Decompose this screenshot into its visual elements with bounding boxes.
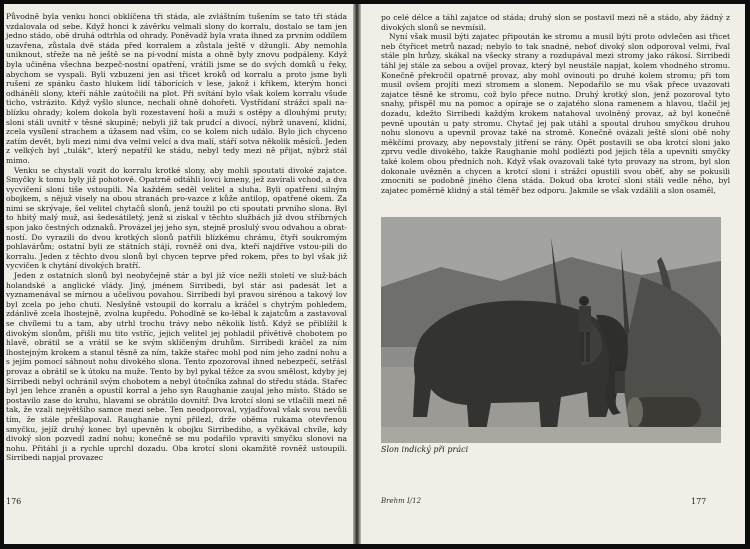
elephant-illustration xyxy=(381,217,721,443)
paragraph: Jeden z ostatních slonů byl neobyčejně stár a byl již více nežli století ve služ-bách holandské a anglické vlády. Jiný, jménem Sirribedi, byl stár asi padesát let a vyznamenával se mírnou a učelivou povahou. Sirribedi byl pravou sirénou a takový lov byl zcela po jeho chuti. Neslyšně vstoupil do korralu a kráčel s chytrým pohledem, zdánlivě zcela lhostejně, zvolna kupředu. Pohodlně se ko-lébal k zajatcům a zastavoval se chvílemi tu a tam, aby utrhl trochu trávy nebo několik lístů. Když se přiblížil k divokým slonům, přišli mu tito vstříc, jejich velitel jej pohladil přívětivě chobotem po hlavě, obrátil se a vrátil se ke svým sklíčeným druhům. Sirribedi kráčel za ním lhostejným krokem a stanul těsně za ním, takže stařec mohl pod ním jeho zadní nohu a s jejím pomocí sáhnout nohu divokého slona. Tento zpozoroval ihned nebezpečí, setřásl provaz a obrátil se k útoku na muže. Tento by byl pykal těžce za svou smělost, kdyby jej Sirribedi nebyl ochránil svým chobotem a nebyl útočníka zahnal do středu stáda. Stařec byl jen lehce zraněn a opustil korral a jeho syn Raughanie zaujal jeho místo. Stádo se postavilo zase do kruhu, hlavami se obrátilo dovnitř. Dva krotcí sloni se vtlačili mezi ně tak, že vzali největšího samce mezi sebe. Ten neodporoval, vyjadřoval však svou nevůli tím, že stále přešlapoval. Raughanie nyní přilezl, drže oběma rukama otevřenou smyčku, jejíž druhý konec byl upevněn k obojku Sirribediho, a vyčkával chvíle, kdy divoký slon pozvedl zadní nohu; konečně se mu podařilo vpraviti smyčku slonovi na nohu. Přitáhl ji a rychle uprchl dozadu. Oba krotcí sloni okamžitě rovněž ustoupili. Sirribedi napjal provazec xyxy=(6,271,347,463)
page-number-left: 176 xyxy=(6,497,22,506)
right-page-text xyxy=(381,13,730,195)
paragraph: Původně byla venku honci obklíčena tři stáda, ale zvláštním tušením se tato tři stáda vzdalovala od sebe. Když honci k závěrku velmali slony do korralu, dostalo se tam jen jedno stádo, obě druhá odtrhla od ohrady. Poněvadž byla vrata ihned za prvním oddílem uzavřena, zůstala dvě stáda před korralem a zůstala ještě v džungli. Aby nemohla uniknout, střeže na ně ještě se na pí-vodní místa a ohně byly znovu podpáleny. Když byla učiněna všechna bezpeč-nostní opatření, vrátili jsme se do svých domků u řeky, abychom se vyspali. Byli vzbuzeni jen asi třicet kroků od korralu a proto jsme byli rušeni ze spánku často hlukem lidí táborících v lese, jakož i křikem, kterým honci odháněli slony, kteří náhle zaútočili na plot. Při svítání bylo však kolem korralu všude ticho, vstrázito. Když vyšlo slunce, nechali ohně dohořeti. Vystřídaní strážci spali na-blízku ohrady; kolem dokola byli rozestavení hoši a muži s ostěpy a dlouhými pruty; sloni stáli uvnitř v těsné skupině; nebyli již tak prudcí a divocí, nýbrž unavení, klidní, zcela vysílení strachem a úžasem nad vším, co se kolem nich událo. Bylo jich chyceno zatím devět, byli mezi nimi dva velmi velcí a dva malí, stáří sotva několik měsíců. Jeden z velkých byl „tulák“, který nepatřil ke stádu, nebyl tedy mezi ně přijat, nýbrž stál mimo. xyxy=(6,12,347,165)
photo-caption: Slon indický při práci xyxy=(381,445,469,454)
paragraph: Nyní však musil býti zajatec připoután ke stromu a musil býti proto odvlečen asi třicet neb čtyřicet metrů nazad; nebylo to tak snadné, neboť divoký slon odporoval velmi, řval stále pln hrůzy, skákal na všecky strany a rozdupával mezi stromy jako rákosí. Sirribedi táhl jej stále za sebou a ovíjel provaz, který byl neustále napjat, kolem vhodného stromu. Konečně překročil opatrně provaz, aby mohl ovinouti po druhé kolem stromu; při tom musil ovšem projíti mezi stromem a slonem. Nepodařilo se mu však přece uvazovati zajatce těsně ke stromu, což bylo přece nutno. Druhý krotký slon, jenž pozoroval tyto snahy, přispěl mu na pomoc a opíraje se o zajatého slona ramenem a hlavou, tlačil jej dozadu, kdežto Sirribedi každým krokem natahoval uvolněný provaz, až byl konečně pevně upoután u paty stromu. Chytač jej pak utáhl a spoutal druhou smyčkou druhou nohu slonovu a upevnil provaz také na stromě. Konečně ovázali ještě sloni obě nohy měkčími provazy, aby nepovstaly jitření se rány. Opět postavili se oba krotcí sloni jako zprvu vedle divokého, takže Raughanie mohl podlézti pod jejich těla a upevniti smyčky také kolem obou předních noh. Když však ovazovali také tyto provazy na strom, byl slon dokonale uvězněn a chycen a krotcí sloni i strážci opustili svou oběť, aby se pokusili zmocniti se podobně jiného člena stáda. Dokud oba krotcí sloni stáli vedle něho, byl zajatec poměrně klidný a stál téměř bez odporu. Jakmile se však vzdálili a slon osaměl, xyxy=(381,32,730,195)
page-number-right: 177 xyxy=(691,497,707,506)
book-gutter xyxy=(353,4,361,544)
paragraph: Venku se chystali vozit do korralu krotké slony, aby mohli spoutati divoké zajatce. Smyčky k tomu byly již pohotově. Opatrně odtáhli lovci kmeny, jež zavírali vchod, a dva vycvičení sloni tiše vstoupili. Na každém seděl velitel a sluha. Byli opatřeni silným obojkem, s nějuž visely na obou stranách pro-vazce z kůže antilop, opatřené okem. Za nimi se skrývaje, šel velitel chytačů slonů, jenž toužil po cti spoutati prvního slona. Byl to hbitý malý muž, asi šedesátiletý, jenž si získal v těchto službách již dvou stříbrných spon jako čestných odznaků. Provázel jej jeho syn, stejně proslulý svou odvahou a obrat-ností. Do vyrazili do dvou krotkých slonů patřili blízkému chrámu, čtyři soukromým pohlavárům; ostatní byli ze státních stájí, rovněž oni dva, kteří najdříve vstou-pili do korralu. Jeden z těchto dvou slonů byl chycen teprve před rokem, přes to byl však již vycvičen k chytání divokých bratří. xyxy=(6,165,347,271)
elephant-photo xyxy=(381,217,721,443)
printer-signature-mark: Brehm I/12 xyxy=(381,497,422,505)
left-page xyxy=(4,4,353,544)
right-page xyxy=(361,4,745,544)
paragraph: po celé délce a táhl zajatce od stáda; druhý slon se postavil mezi ně a stádo, aby žádný z divokých slonů se nevmísil. xyxy=(381,13,730,32)
left-page-text xyxy=(6,12,347,463)
